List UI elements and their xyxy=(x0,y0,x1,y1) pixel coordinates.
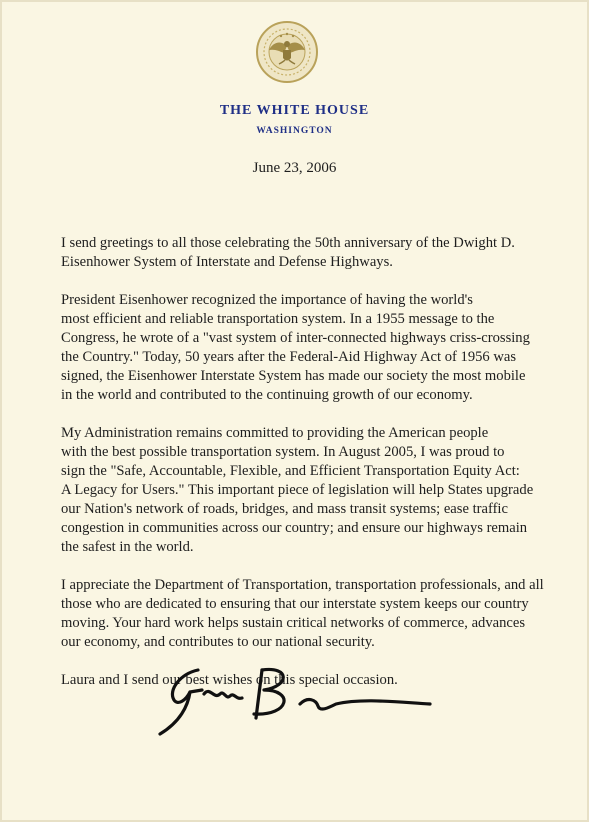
paragraph-appreciation: I appreciate the Department of Transportation, transportation professionals, and all those who are dedicated to ensuring that our interstate system keeps our country moving. Your hard work helps sustain critical networks of commerce, advances our economy, and contributes to our national security. xyxy=(61,577,544,650)
letterhead-title: THE WHITE HOUSE xyxy=(219,103,370,118)
letter-date: June 23, 2006 xyxy=(252,160,337,176)
presidential-seal-icon xyxy=(255,20,319,84)
handwritten-signature-icon xyxy=(150,660,435,740)
paragraph-closing: Laura and I send our best wishes on this special occasion. xyxy=(61,672,398,688)
letter-body xyxy=(61,234,561,690)
paragraph-administration: My Administration remains committed to providing the American people with the best possible transportation system. In August 2005, I was proud to sign the "Safe, Accountable, Flexible, and Efficient Transportation Equity Act: A Legacy for Users." This important piece of legislation will help States upgrade our Nation's network of roads, bridges, and mass transit systems; ease traffic congestion in communities across our country; and ensure our highways remain the safest in the world. xyxy=(61,425,534,555)
letterhead-subtitle: WASHINGTON xyxy=(256,126,333,136)
paragraph-eisenhower: President Eisenhower recognized the importance of having the world's most efficient and reliable transportation system. In a 1955 message to the Congress, he wrote of a "vast system of inter-connected highways criss-crossing the Country." Today, 50 years after the Federal-Aid Highway Act of 1956 was signed, the Eisenhower Interstate System has made our society the most mobile in the world and contributed to the continuing growth of our economy. xyxy=(61,292,530,403)
paragraph-greeting: I send greetings to all those celebrating the 50th anniversary of the Dwight D. Eisenhower System of Interstate and Defense Highways. xyxy=(61,235,515,270)
